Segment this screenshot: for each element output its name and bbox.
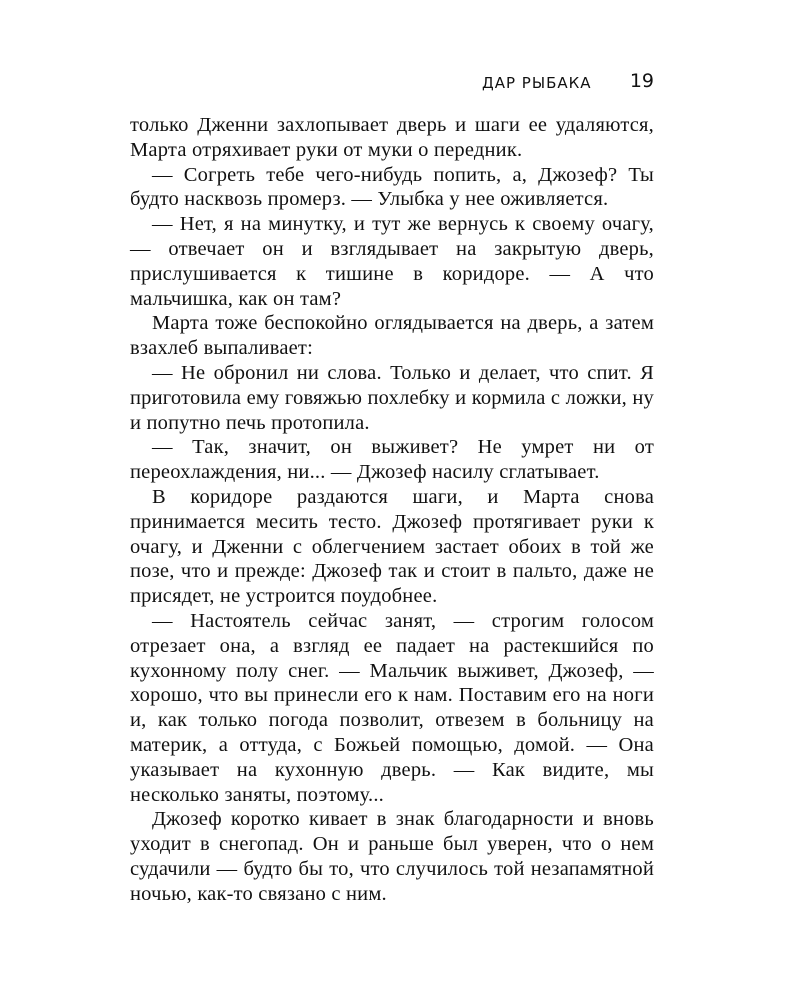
paragraph: Джозеф коротко кивает в знак благодарности и вновь уходит в снегопад. Он и раньше был уверен, что о нем судачили — будто бы то, что случилось той незапамятной ночью, как-то связано с ним.: [130, 808, 654, 905]
body-text: [130, 113, 654, 907]
paragraph: В коридоре раздаются шаги, и Марта снова принимается месить тесто. Джозеф протягивает руки к очагу, и Дженни с облегчением застает обоих в той же позе, что и прежде: Джозеф так и стоит в пальто, даже не присядет, не устроится поудобнее.: [130, 485, 654, 608]
running-title: ДАР РЫБАКА: [482, 74, 592, 92]
paragraph: — Нет, я на минутку, и тут же вернусь к своему очагу, — отвечает он и взглядывает на закрытую дверь, прислушивается к тишине в коридоре. — А что мальчишка, как он там?: [130, 213, 654, 310]
paragraph: только Дженни захлопывает дверь и шаги ее удаляются, Марта отряхивает руки от муки о передник.: [130, 114, 654, 161]
paragraph: — Так, значит, он выживет? Не умрет ни от переохлаждения, ни... — Джозеф насилу сглатывает.: [130, 436, 654, 484]
paragraph: — Не обронил ни слова. Только и делает, что спит. Я приготовила ему говяжью похлебку и кормила с ложки, ну и попутно печь протопила.: [130, 361, 654, 434]
paragraph: Марта тоже беспокойно оглядывается на дверь, а затем взахлеб выпаливает:: [130, 312, 654, 360]
paragraph: — Согреть тебе чего-нибудь попить, а, Джозеф? Ты будто насквозь промерз. — Улыбка у нее оживляется.: [130, 163, 654, 211]
page-header: [482, 70, 662, 100]
paragraph: — Настоятель сейчас занят, — строгим голосом отрезает она, а взгляд ее падает на растекшийся по кухонному полу снег. — Мальчик выживет, Джозеф, — хорошо, что вы принесли его к нам. Поставим его на ноги и, как только погода позволит, отвезем в больницу на материк, а оттуда, с Божьей помощью, домой. — Она указывает на кухонную дверь. — Как видите, мы несколько заняты, поэтому...: [130, 609, 654, 806]
page-number: 19: [629, 70, 654, 92]
